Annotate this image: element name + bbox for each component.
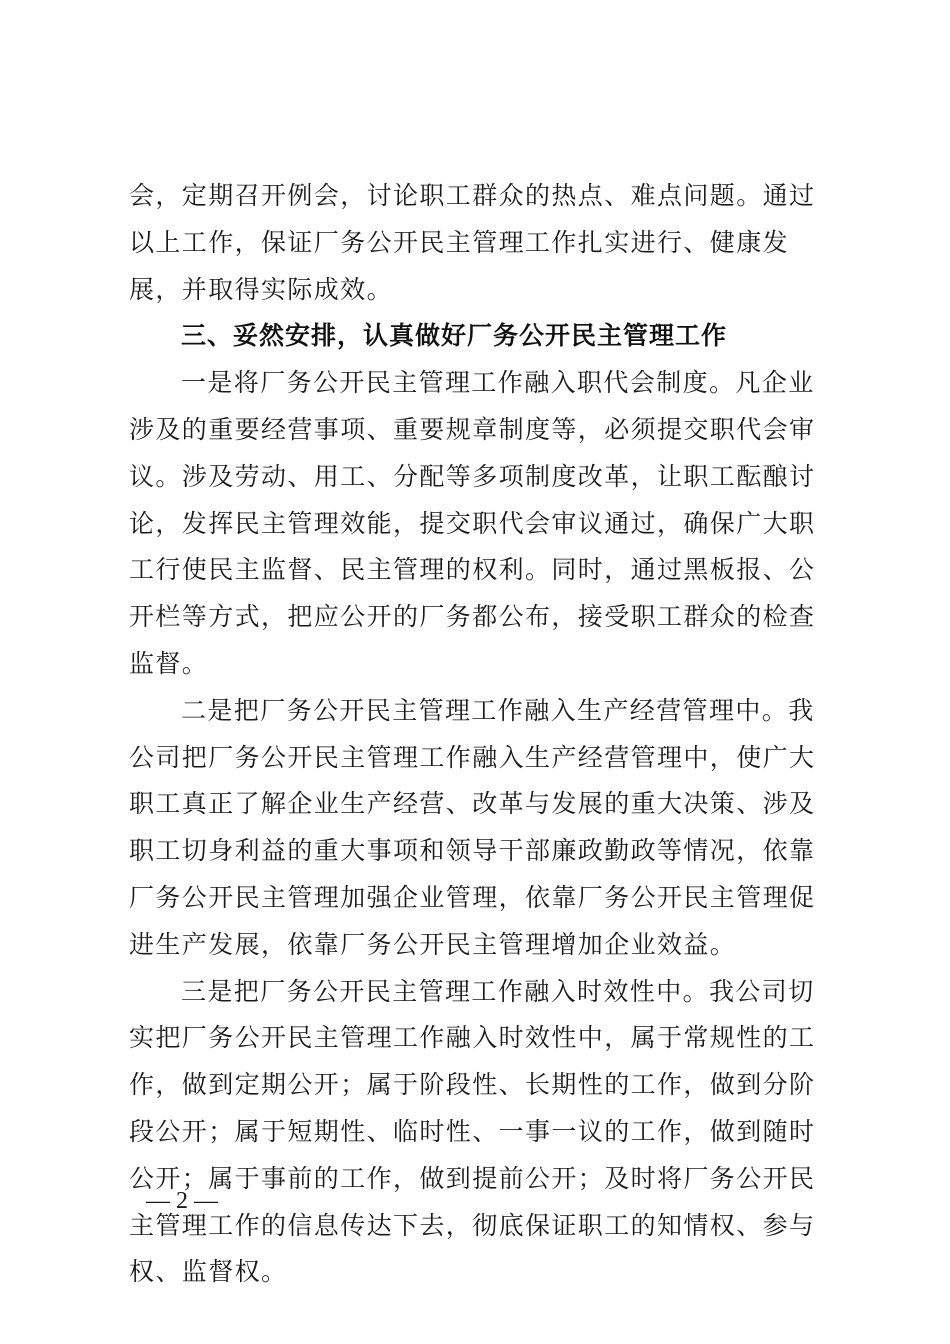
section-heading: 三、妥然安排，认真做好厂务公开民主管理工作 [181,321,728,351]
paragraph-continuation: 会，定期召开例会，讨论职工群众的热点、难点问题。通过以上工作，保证厂务公开民主管理工作扎实进行、健康发展，并取得实际成效。 [129,181,816,304]
page-number: — 2 — [146,1188,218,1214]
paragraph-3: 三是把厂务公开民主管理工作融入时效性中。我公司切实把厂务公开民主管理工作融入时效性中，属于常规性的工作，做到定期公开；属于阶段性、长期性的工作，做到分阶段公开；属于短期性、临时性、一事一议的工作，做到随时公开；属于事前的工作，做到提前公开；及时将厂务公开民主管理工作的信息传达下去，彻底保证职工的知情权、参与权、监督权。 [129,976,816,1287]
document-body [129,173,835,1296]
paragraph-1: 一是将厂务公开民主管理工作融入职代会制度。凡企业涉及的重要经营事项、重要规章制度等，必须提交职代会审议。涉及劳动、用工、分配等多项制度改革，让职工酝酿讨论，发挥民主管理效能，提交职代会审议通过，确保广大职工行使民主监督、民主管理的权利。同时，通过黑板报、公开栏等方式，把应公开的厂务都公布，接受职工群众的检查监督。 [129,368,816,678]
paragraph-2: 二是把厂务公开民主管理工作融入生产经营管理中。我公司把厂务公开民主管理工作融入生产经营管理中，使广大职工真正了解企业生产经营、改革与发展的重大决策、涉及职工切身利益的重大事项和领导干部廉政勤政等情况，依靠厂务公开民主管理加强企业管理，依靠厂务公开民主管理促进生产发展，依靠厂务公开民主管理增加企业效益。 [129,695,816,959]
